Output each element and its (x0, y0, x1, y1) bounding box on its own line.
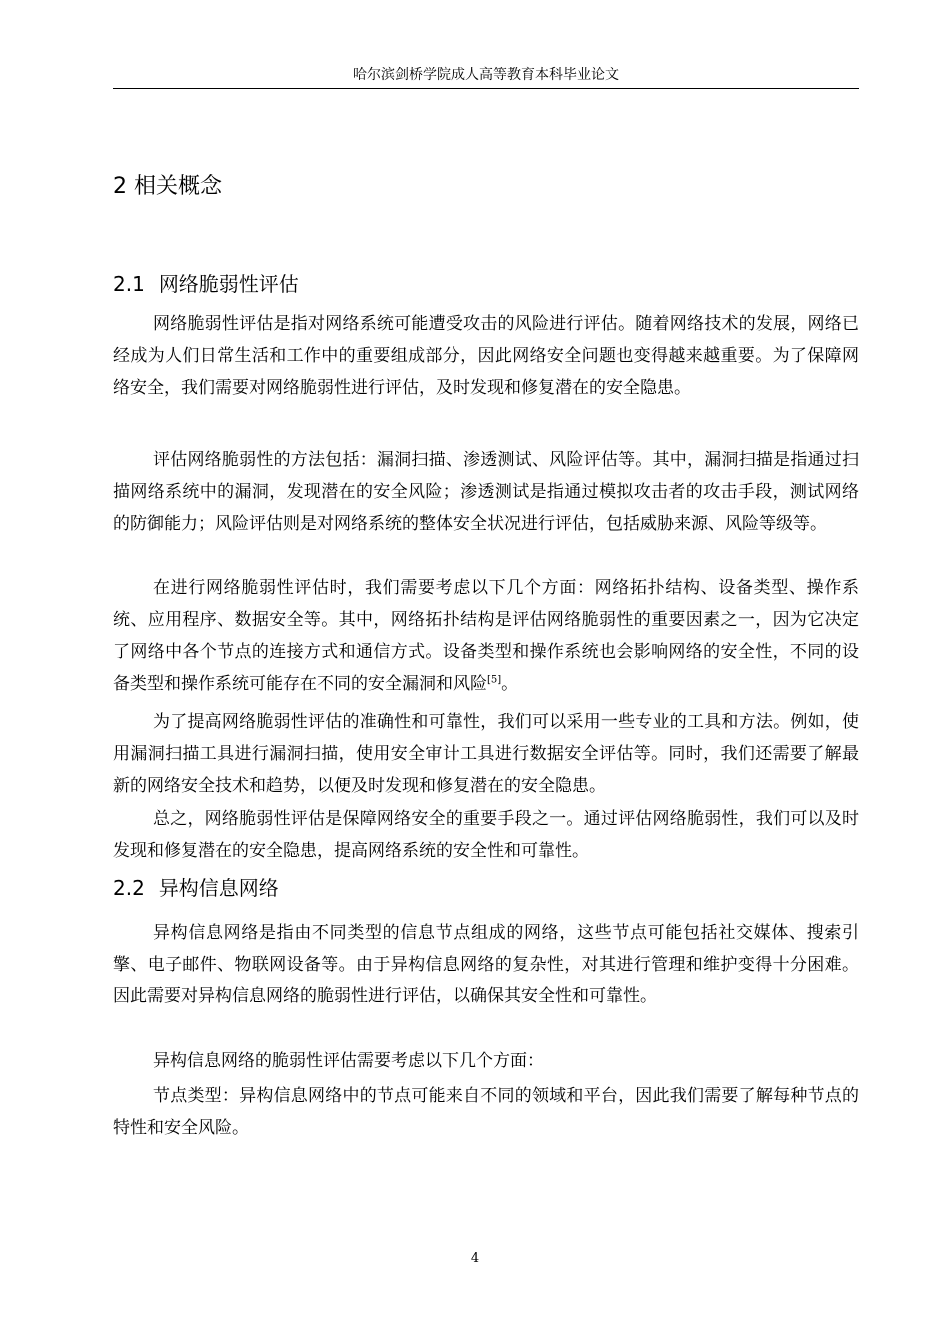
paragraph-tools-methods: 为了提高网络脆弱性评估的准确性和可靠性，我们可以采用一些专业的工具和方法。例如，使用漏洞扫描工具进行漏洞扫描，使用安全审计工具进行数据安全评估等。同时，我们还需要了解最新的网络安全技术和趋势，以便及时发现和修复潜在的安全隐患。 (113, 712, 859, 796)
paragraph-summary: 总之，网络脆弱性评估是保障网络安全的重要手段之一。通过评估网络脆弱性，我们可以及时发现和修复潜在的安全隐患，提高网络系统的安全性和可靠性。 (113, 809, 859, 861)
chapter-title: 2 相关概念 (113, 174, 222, 199)
section-number: 2.2 (113, 876, 145, 900)
paragraph-assessment-aspects (113, 572, 859, 700)
running-header: 哈尔滨剑桥学院成人高等教育本科毕业论文 (353, 67, 619, 83)
paragraph-assessment-aspects-text: 在进行网络脆弱性评估时，我们需要考虑以下几个方面：网络拓扑结构、设备类型、操作系统、应用程序、数据安全等。其中，网络拓扑结构是评估网络脆弱性的重要因素之一，因为它决定了网络中各个节点的连接方式和通信方式。设备类型和操作系统也会影响网络的安全性，不同的设备类型和操作系统可能存在不同的安全漏洞和风险 (113, 578, 859, 694)
page-number: 4 (470, 1251, 480, 1266)
paragraph-vulnerability-definition: 网络脆弱性评估是指对网络系统可能遭受攻击的风险进行评估。随着网络技术的发展，网络已经成为人们日常生活和工作中的重要组成部分，因此网络安全问题也变得越来越重要。为了保障网络安全，我们需要对网络脆弱性进行评估，及时发现和修复潜在的安全隐患。 (113, 314, 859, 398)
section-heading-text: 异构信息网络 (158, 876, 279, 900)
section-number: 2.1 (113, 272, 145, 296)
section-title-2-1 (113, 270, 299, 298)
paragraph-node-type: 节点类型：异构信息网络中的节点可能来自不同的领域和平台，因此我们需要了解每种节点的特性和安全风险。 (113, 1086, 859, 1138)
paragraph-heterogeneous-definition: 异构信息网络是指由不同类型的信息节点组成的网络，这些节点可能包括社交媒体、搜索引擎、电子邮件、物联网设备等。由于异构信息网络的复杂性，对其进行管理和维护变得十分困难。因此需要对异构信息网络的脆弱性进行评估，以确保其安全性和可靠性。 (113, 923, 859, 1006)
paragraph-assessment-methods: 评估网络脆弱性的方法包括：漏洞扫描、渗透测试、风险评估等。其中，漏洞扫描是指通过扫描网络系统中的漏洞，发现潜在的安全风险；渗透测试是指通过模拟攻击者的攻击手段，测试网络的防御能力；风险评估则是对网络系统的整体安全状况进行评估，包括威胁来源、风险等级等。 (113, 450, 859, 534)
section-heading-text: 网络脆弱性评估 (158, 272, 299, 296)
paragraph-heterogeneous-aspects: 异构信息网络的脆弱性评估需要考虑以下几个方面： (153, 1051, 544, 1071)
citation-5: [5] (487, 674, 502, 686)
citation-tail: 。 (501, 674, 519, 694)
header-rule (113, 88, 859, 89)
section-title-2-2 (113, 874, 279, 902)
